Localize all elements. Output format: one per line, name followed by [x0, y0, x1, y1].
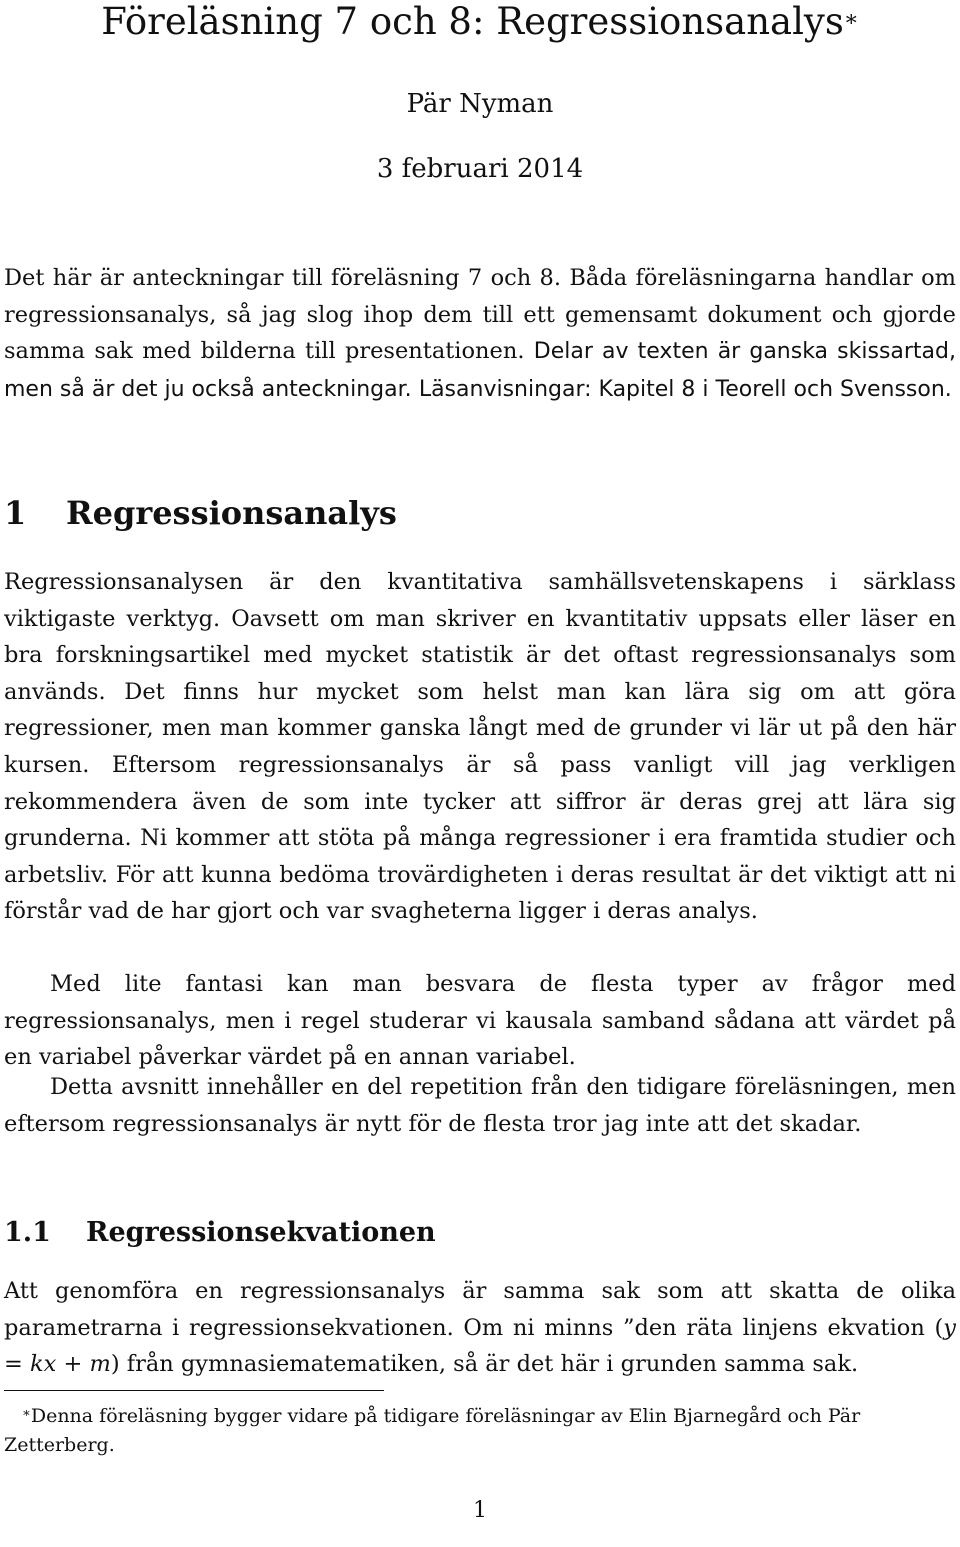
- intro-paragraph: [4, 260, 956, 408]
- paragraph-text: ) från gymnasiematematiken, så är det här i grunden samma sak.: [110, 1351, 859, 1378]
- footnote-rule: [4, 1390, 384, 1391]
- body-paragraph: [4, 1273, 956, 1383]
- footnote-mark: ∗: [22, 1406, 31, 1421]
- section-title: Regressionsanalys: [66, 494, 397, 532]
- subsection-heading: [4, 1214, 436, 1252]
- date: 3 februari 2014: [376, 154, 584, 184]
- author: Pär Nyman: [406, 89, 554, 119]
- footnote-text: Denna föreläsning bygger vidare på tidigare föreläsningar av Elin Bjarnegård och Pär Zetterberg.: [4, 1405, 861, 1456]
- body-paragraph: Med lite fantasi kan man besvara de flesta typer av frågor med regressionsanalys, men i regel studerar vi kausala samband sådana att värdet på en variabel påverkar värdet på en annan variabel.: [4, 971, 956, 1071]
- section-heading-1: [4, 491, 397, 535]
- body-paragraph: Regressionsanalysen är den kvantitativa samhällsvetenskapens i särklass viktigaste verktyg. Oavsett om man skriver en kvantitativ uppsats eller läser en bra forskningsartikel med mycket statistik är det oftast regressionsanalys som används. Det finns hur mycket som helst man kan lära sig om att göra regressioner, men man kommer ganska långt med de grunder vi lär ut på den här kursen. Eftersom regressionsanalys är så pass vanligt vill jag verkligen rekommendera även de som inte tycker att siffror är deras grej att lära sig grunderna. Ni kommer att stöta på många regressioner i era framtida studier och arbetsliv. För att kunna bedöma trovärdigheten i deras resultat är det viktigt att ni förstår vad de har gjort och var svagheterna ligger i deras analys.: [4, 569, 956, 925]
- paragraph-text: Att genomföra en regressionsanalys är samma sak som att skatta de olika parametrarna i regressionsekvationen. Om ni minns ”den räta linjens ekvation (: [4, 1278, 956, 1341]
- subsection-number: 1.1: [4, 1217, 51, 1248]
- document-title: [0, 0, 960, 44]
- subsection-title: Regressionsekvationen: [86, 1217, 436, 1248]
- section-number: 1: [4, 494, 27, 532]
- page-number: 1: [473, 1498, 487, 1523]
- intro-text: Det här är anteckningar till föreläsning 7 och 8. Båda föreläsningarna handlar om regressionsanalys, så jag slog ihop dem till ett gemensamt dokument och gjorde samma sak med bilderna till presentationen.: [4, 265, 956, 365]
- intro-sans-text: Delar av texten är ganska skissartad, men så är det ju också anteckningar.: [4, 339, 956, 402]
- title-footnote-mark: ∗: [843, 7, 859, 32]
- reading-instructions: Läsanvisningar: Kapitel 8 i Teorell och Svensson.: [418, 376, 952, 402]
- body-paragraph: Detta avsnitt innehåller en del repetition från den tidigare föreläsningen, men eftersom regressionsanalys är nytt för de flesta tror jag inte att det skadar.: [4, 1074, 956, 1137]
- line-equation: y = kx + m: [4, 1314, 956, 1378]
- footnote: [4, 1402, 956, 1460]
- document-title-text: Föreläsning 7 och 8: Regressionsanalys: [101, 0, 844, 43]
